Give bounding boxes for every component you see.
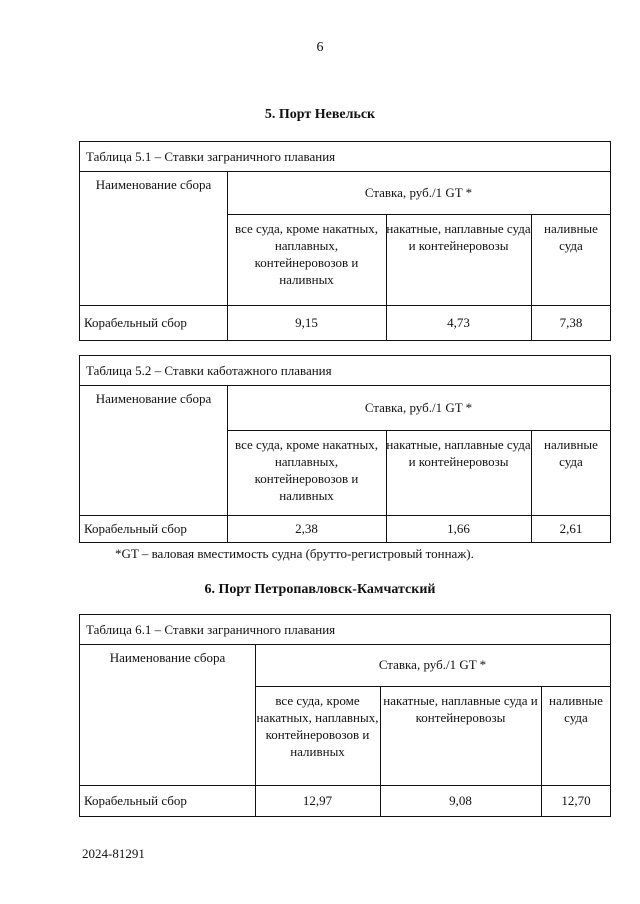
- value-cell: 4,73: [447, 315, 470, 330]
- column-header-tankers: наливные суда: [549, 693, 603, 725]
- row-label: Корабельный сбор: [84, 521, 187, 536]
- value-cell: 9,08: [449, 793, 472, 808]
- footnote: *GT – валовая вместимость судна (брутто-регистровый тоннаж).: [115, 546, 474, 561]
- column-header-roro: накатные, наплавные суда и контейнеровозы: [386, 221, 531, 253]
- value-cell: 12,70: [561, 793, 591, 808]
- value-cell: 2,61: [559, 521, 583, 536]
- value-cell: 12,97: [302, 793, 333, 808]
- rate-header: Ставка, руб./1 GT *: [378, 657, 487, 672]
- column-header-roro: накатные, наплавные суда и контейнеровозы: [386, 437, 531, 469]
- column-header-tankers: наливные суда: [544, 221, 598, 253]
- table-caption: Таблица 5.2 – Ставки каботажного плавания: [80, 356, 610, 386]
- rate-header: Ставка, руб./1 GT *: [364, 185, 473, 200]
- table-caption: Таблица 5.1 – Ставки заграничного плавания: [80, 142, 610, 172]
- rate-header: Ставка, руб./1 GT *: [364, 400, 473, 415]
- value-cell: 9,15: [295, 315, 318, 330]
- table-5-1: [79, 141, 611, 341]
- table-6-1: [79, 614, 611, 817]
- column-header-tankers: наливные суда: [544, 437, 598, 469]
- name-header: Наименование сбора: [95, 391, 212, 406]
- document-number: 2024-81291: [82, 846, 145, 861]
- column-header-general: все суда, кроме накатных, наплавных, контейнеровозов и наливных: [256, 693, 379, 759]
- section-title-nevelsk: 5. Порт Невельск: [264, 107, 376, 122]
- value-cell: 7,38: [559, 315, 583, 330]
- column-header-general: все суда, кроме накатных, наплавных, контейнеровозов и наливных: [235, 437, 378, 503]
- column-header-general: все суда, кроме накатных, наплавных, контейнеровозов и наливных: [235, 221, 378, 287]
- table-5-2: [79, 355, 611, 543]
- row-label: Корабельный сбор: [84, 793, 187, 808]
- value-cell: 1,66: [447, 521, 470, 536]
- name-header: Наименование сбора: [95, 177, 212, 192]
- value-cell: 2,38: [295, 521, 318, 536]
- page-number: 6: [316, 40, 324, 55]
- table-caption: Таблица 6.1 – Ставки заграничного плавания: [80, 615, 610, 645]
- column-header-roro: накатные, наплавные суда и контейнеровозы: [383, 693, 538, 725]
- row-label: Корабельный сбор: [84, 315, 187, 330]
- section-title-petropavlovsk: 6. Порт Петропавловск-Камчатский: [204, 582, 436, 597]
- name-header: Наименование сбора: [109, 650, 226, 665]
